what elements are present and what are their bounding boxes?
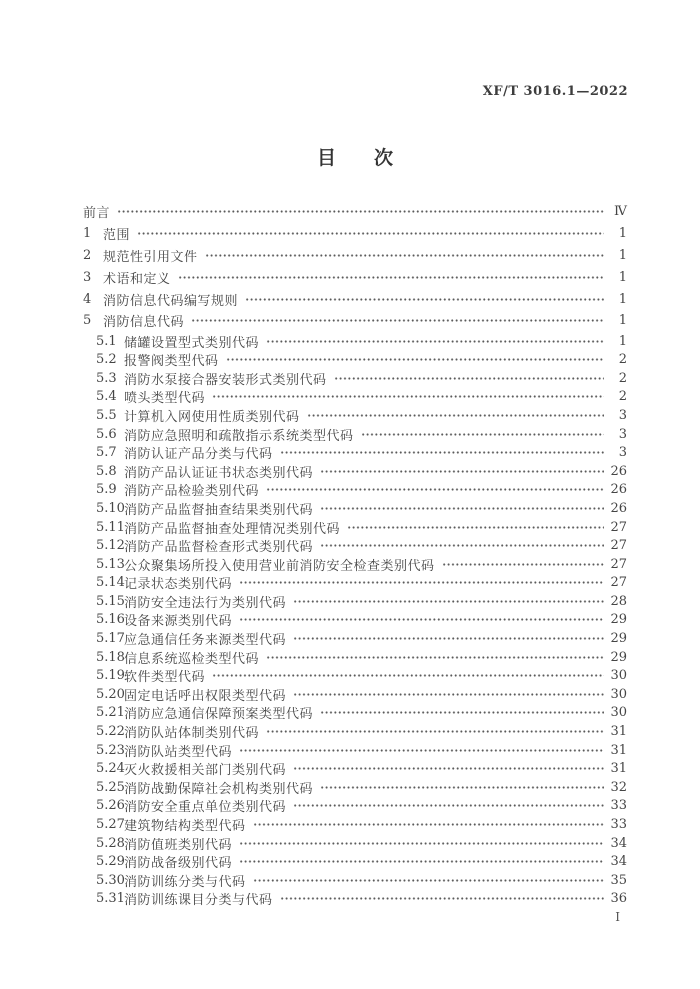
dot-leader xyxy=(320,706,604,719)
dot-leader xyxy=(191,314,604,327)
toc-entry-page: 31 xyxy=(610,761,627,777)
toc-entry-title: 消防水泵接合器安装形式类别代码 xyxy=(124,372,327,388)
toc-entry-title: 规范性引用文件 xyxy=(103,249,198,265)
toc-entry xyxy=(83,518,627,537)
toc-entry-title: 消防队站体制类别代码 xyxy=(124,726,260,742)
toc-entry-page: 34 xyxy=(610,854,627,870)
toc-entry-number: 5.16 xyxy=(96,612,125,628)
toc-entry xyxy=(83,406,627,425)
toc-entry-title: 前言 xyxy=(83,206,111,222)
toc-entry-page: 1 xyxy=(618,269,627,285)
toc-entry-number: 5.28 xyxy=(96,835,125,851)
toc-entry-number: 5.22 xyxy=(96,724,125,740)
toc-entry-title: 消防安全重点单位类别代码 xyxy=(124,800,287,816)
dot-leader xyxy=(226,353,604,366)
toc-entry xyxy=(83,201,627,223)
toc-entry-title: 喷头类型代码 xyxy=(124,391,206,407)
dot-leader xyxy=(239,744,604,757)
toc-entry-title: 应急通信任务来源类型代码 xyxy=(124,633,287,649)
toc-entry-page: 28 xyxy=(610,593,627,609)
dot-leader xyxy=(137,227,604,240)
toc-entry-page: 2 xyxy=(618,370,627,386)
table-of-contents xyxy=(83,201,627,908)
toc-entry-page: 1 xyxy=(618,313,627,329)
toc-entry xyxy=(83,648,627,667)
toc-entry-page: 3 xyxy=(618,426,627,442)
toc-entry-number: 5.27 xyxy=(96,817,125,833)
toc-entry xyxy=(83,332,627,351)
dot-leader xyxy=(212,669,604,682)
toc-entry xyxy=(83,611,627,630)
toc-entry-number: 5.2 xyxy=(96,352,117,368)
toc-entry-number: 5.14 xyxy=(96,575,125,591)
toc-entry xyxy=(83,425,627,444)
toc-entry xyxy=(83,288,627,310)
toc-entry-number: 4 xyxy=(83,291,92,307)
toc-entry-title: 消防值班类别代码 xyxy=(124,837,233,853)
toc-entry-title: 术语和定义 xyxy=(103,271,171,287)
dot-leader xyxy=(293,762,604,775)
toc-entry xyxy=(83,481,627,500)
toc-entry-page: 1 xyxy=(618,247,627,263)
toc-entry-number: 5.13 xyxy=(96,556,125,572)
toc-entry-title: 消防训练课目分类与代码 xyxy=(124,893,273,909)
toc-entry-page: 1 xyxy=(618,226,627,242)
toc-entry xyxy=(83,815,627,834)
toc-entry-title: 消防队站类型代码 xyxy=(124,744,233,760)
toc-entry-number: 5.8 xyxy=(96,463,117,479)
toc-entry-number: 5.9 xyxy=(96,482,117,498)
toc-entry-number: 5.20 xyxy=(96,686,125,702)
toc-entry xyxy=(83,388,627,407)
toc-entry-title: 消防产品监督抽查结果类别代码 xyxy=(124,502,314,518)
toc-entry-number: 5 xyxy=(83,313,92,329)
toc-entry xyxy=(83,245,627,267)
toc-entry-title: 消防信息代码 xyxy=(103,315,185,331)
toc-entry xyxy=(83,223,627,245)
page-title: 目 次 xyxy=(316,147,393,169)
toc-entry xyxy=(83,778,627,797)
toc-entry-number: 5.17 xyxy=(96,631,125,647)
toc-entry-title: 消防训练分类与代码 xyxy=(124,874,246,890)
toc-entry xyxy=(83,685,627,704)
toc-entry-page: 32 xyxy=(610,779,627,795)
toc-entry xyxy=(83,741,627,760)
toc-entry-title: 设备来源类别代码 xyxy=(124,614,233,630)
toc-entry xyxy=(83,666,627,685)
toc-entry-number: 5.7 xyxy=(96,445,117,461)
dot-leader xyxy=(442,558,604,571)
dot-leader xyxy=(347,521,604,534)
toc-entry-title: 公众聚集场所投入使用营业前消防安全检查类别代码 xyxy=(124,558,435,574)
toc-entry-title: 消防产品检验类别代码 xyxy=(124,484,260,500)
toc-entry-title: 储罐设置型式类别代码 xyxy=(124,335,260,351)
dot-leader xyxy=(320,539,604,552)
toc-entry-number: 5.15 xyxy=(96,593,125,609)
toc-entry-number: 5.25 xyxy=(96,779,125,795)
dot-leader xyxy=(266,335,604,348)
toc-entry-title: 计算机入网使用性质类别代码 xyxy=(124,409,300,425)
dot-leader xyxy=(280,446,604,459)
toc-entry xyxy=(83,592,627,611)
toc-entry-title: 建筑物结构类型代码 xyxy=(124,819,246,835)
toc-entry xyxy=(83,704,627,723)
toc-entry-page: 26 xyxy=(610,500,627,516)
toc-entry-title: 消防认证产品分类与代码 xyxy=(124,447,273,463)
toc-entry-title: 固定电话呼出权限类型代码 xyxy=(124,688,287,704)
dot-leader xyxy=(239,613,604,626)
dot-leader xyxy=(320,502,604,515)
toc-entry-page: 30 xyxy=(610,668,627,684)
toc-entry xyxy=(83,574,627,593)
toc-entry xyxy=(83,834,627,853)
toc-entry-title: 消防安全违法行为类别代码 xyxy=(124,595,287,611)
toc-entry-page: 30 xyxy=(610,705,627,721)
dot-leader xyxy=(361,428,604,441)
toc-entry-number: 1 xyxy=(83,226,92,242)
toc-entry-number: 3 xyxy=(83,269,92,285)
toc-entry-title: 消防应急通信保障预案类型代码 xyxy=(124,707,314,723)
toc-entry xyxy=(83,369,627,388)
toc-entry-page: 33 xyxy=(610,817,627,833)
toc-entry-number: 5.10 xyxy=(96,500,125,516)
dot-leader xyxy=(253,874,604,887)
toc-entry-page: 35 xyxy=(610,872,627,888)
toc-entry xyxy=(83,266,627,288)
toc-entry-title: 信息系统巡检类型代码 xyxy=(124,651,260,667)
toc-entry-page: 1 xyxy=(618,333,627,349)
toc-entry-number: 5.31 xyxy=(96,891,125,907)
toc-entry-number: 5.1 xyxy=(96,333,117,349)
toc-entry xyxy=(83,555,627,574)
dot-leader xyxy=(239,576,604,589)
toc-entry xyxy=(83,310,627,332)
toc-entry-page: 2 xyxy=(618,389,627,405)
toc-entry-page: 31 xyxy=(610,742,627,758)
footer-page-number: Ⅰ xyxy=(615,910,620,924)
toc-entry xyxy=(83,797,627,816)
toc-entry xyxy=(83,759,627,778)
dot-leader xyxy=(266,651,604,664)
toc-entry-title: 消防战勤保障社会机构类别代码 xyxy=(124,781,314,797)
toc-entry xyxy=(83,499,627,518)
toc-entry-number: 5.4 xyxy=(96,389,117,405)
toc-entry xyxy=(83,462,627,481)
toc-entry-page: 27 xyxy=(610,556,627,572)
toc-entry-page: 36 xyxy=(610,891,627,907)
toc-entry-page: 27 xyxy=(610,538,627,554)
toc-entry-number: 5.30 xyxy=(96,872,125,888)
toc-entry-page: 29 xyxy=(610,631,627,647)
toc-entry-number: 5.11 xyxy=(96,519,125,535)
toc-entry-number: 5.24 xyxy=(96,761,125,777)
standard-number: XF/T 3016.1—2022 xyxy=(482,84,628,99)
toc-entry-page: 3 xyxy=(618,445,627,461)
toc-entry-number: 5.12 xyxy=(96,538,125,554)
toc-entry-number: 5.23 xyxy=(96,742,125,758)
toc-entry-title: 记录状态类别代码 xyxy=(124,577,233,593)
dot-leader xyxy=(334,372,604,385)
dot-leader xyxy=(239,855,604,868)
dot-leader xyxy=(266,725,604,738)
dot-leader xyxy=(293,595,604,608)
dot-leader xyxy=(239,837,604,850)
toc-entry-page: Ⅳ xyxy=(614,204,627,220)
toc-entry-title: 范围 xyxy=(103,228,131,244)
toc-entry-page: 3 xyxy=(618,407,627,423)
toc-entry xyxy=(83,443,627,462)
toc-entry-page: 30 xyxy=(610,686,627,702)
toc-entry xyxy=(83,629,627,648)
dot-leader xyxy=(293,632,604,645)
dot-leader xyxy=(293,688,604,701)
dot-leader xyxy=(266,483,604,496)
toc-entry-title: 消防产品监督检查形式类别代码 xyxy=(124,540,314,556)
dot-leader xyxy=(320,781,604,794)
toc-entry-title: 消防战备级别代码 xyxy=(124,856,233,872)
toc-entry-page: 33 xyxy=(610,798,627,814)
toc-entry xyxy=(83,722,627,741)
dot-leader xyxy=(307,409,604,422)
toc-entry-number: 5.21 xyxy=(96,705,125,721)
toc-entry-page: 26 xyxy=(610,463,627,479)
toc-entry-page: 34 xyxy=(610,835,627,851)
toc-entry-title: 消防产品认证证书状态类别代码 xyxy=(124,465,314,481)
toc-entry-number: 5.3 xyxy=(96,370,117,386)
dot-leader xyxy=(320,465,604,478)
toc-entry-number: 5.18 xyxy=(96,649,125,665)
toc-entry-page: 27 xyxy=(610,575,627,591)
dot-leader xyxy=(117,205,604,218)
dot-leader xyxy=(280,892,604,905)
toc-entry-page: 1 xyxy=(618,291,627,307)
toc-entry-number: 5.6 xyxy=(96,426,117,442)
toc-entry-title: 报警阀类型代码 xyxy=(124,354,219,370)
dot-leader xyxy=(178,271,604,284)
dot-leader xyxy=(205,249,604,262)
toc-entry-page: 2 xyxy=(618,352,627,368)
toc-entry-number: 2 xyxy=(83,247,92,263)
toc-entry-number: 5.29 xyxy=(96,854,125,870)
toc-entry-page: 27 xyxy=(610,519,627,535)
toc-entry-number: 5.26 xyxy=(96,798,125,814)
toc-entry-page: 26 xyxy=(610,482,627,498)
dot-leader xyxy=(293,799,604,812)
toc-entry-title: 消防应急照明和疏散指示系统类型代码 xyxy=(124,428,354,444)
toc-entry-number: 5.19 xyxy=(96,668,125,684)
dot-leader xyxy=(253,818,604,831)
toc-entry-number: 5.5 xyxy=(96,407,117,423)
toc-entry-title: 消防信息代码编写规则 xyxy=(103,293,239,309)
dot-leader xyxy=(212,390,604,403)
toc-entry-page: 29 xyxy=(610,612,627,628)
toc-entry-page: 31 xyxy=(610,724,627,740)
toc-entry xyxy=(83,852,627,871)
toc-entry xyxy=(83,890,627,909)
toc-entry xyxy=(83,350,627,369)
toc-entry xyxy=(83,871,627,890)
dot-leader xyxy=(245,293,604,306)
toc-entry xyxy=(83,536,627,555)
toc-entry-title: 软件类型代码 xyxy=(124,670,206,686)
toc-entry-page: 29 xyxy=(610,649,627,665)
toc-entry-title: 消防产品监督抽查处理情况类别代码 xyxy=(124,521,341,537)
toc-entry-title: 灭火救援相关部门类别代码 xyxy=(124,763,287,779)
